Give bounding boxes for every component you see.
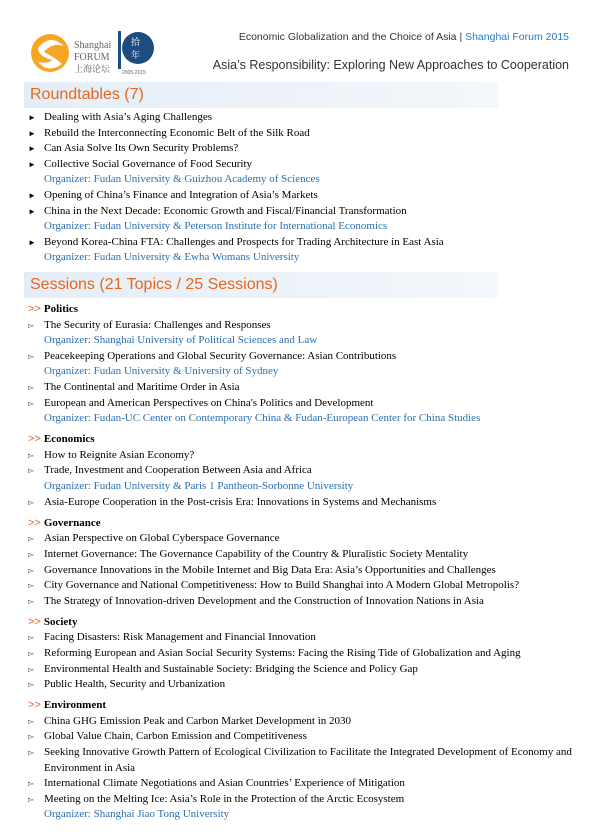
session-item[interactable]: ▻ European and American Perspectives on China's Politics and Development xyxy=(28,396,584,412)
roundtables-list xyxy=(28,110,444,266)
session-item[interactable]: ▻ Peacekeeping Operations and Global Security Governance: Asian Contributions xyxy=(28,349,584,365)
session-item[interactable]: ▻ Meeting on the Melting Ice: Asia’s Role in the Protection of the Arctic Ecosystem xyxy=(28,792,584,808)
session-item[interactable]: ▻ The Security of Eurasia: Challenges and Responses xyxy=(28,318,584,334)
session-category-governance xyxy=(28,516,584,532)
roundtable-item[interactable]: ► Beyond Korea-China FTA: Challenges and Prospects for Trading Architecture in East Asia xyxy=(28,235,444,251)
svg-text:Shanghai: Shanghai xyxy=(74,40,112,51)
session-item[interactable]: ▻ Environmental Health and Sustainable Society: Bridging the Science and Policy Gap xyxy=(28,662,584,678)
roundtable-item[interactable]: ► Can Asia Solve Its Own Security Problems? xyxy=(28,141,444,157)
session-item[interactable]: ▻ Global Value Chain, Carbon Emission and Competitiveness xyxy=(28,729,584,745)
category-label: Economics xyxy=(43,433,95,446)
session-category-economics xyxy=(28,432,584,448)
roundtable-item[interactable]: ► Dealing with Asia’s Aging Challenges xyxy=(28,110,444,126)
category-label: Environment xyxy=(43,699,106,712)
roundtable-item[interactable]: ► Rebuild the Interconnecting Economic Belt of the Silk Road xyxy=(28,126,444,142)
header-theme xyxy=(239,31,569,43)
category-label: Politics xyxy=(43,303,79,315)
roundtable-item[interactable]: ► Collective Social Governance of Food Security xyxy=(28,157,444,173)
session-category-society xyxy=(28,615,584,631)
session-item[interactable]: ▻ How to Reignite Asian Economy? xyxy=(28,448,584,464)
category-label: Society xyxy=(43,615,78,628)
roundtable-item[interactable]: ► Opening of China’s Finance and Integration of Asia’s Markets xyxy=(28,188,444,204)
session-category-environment xyxy=(28,698,584,714)
session-item[interactable]: ▻ International Climate Negotiations and Asian Countries’ Experience of Mitigation xyxy=(28,776,584,792)
forum-link[interactable]: Shanghai Forum 2015 xyxy=(465,31,569,43)
session-item[interactable]: ▻ Asian Perspective on Global Cyberspace Governance xyxy=(28,531,584,547)
session-item[interactable]: ▻ City Governance and National Competitiveness: How to Build Shanghai into A Modern Global Metropolis? xyxy=(28,578,584,594)
sessions-list xyxy=(28,302,584,823)
svg-text:拾: 拾 xyxy=(131,38,141,48)
session-item[interactable]: ▻ Governance Innovations in the Mobile Internet and Big Data Era: Asia’s Opportunities and Challenges xyxy=(28,563,584,579)
organizer-text: Organizer: Fudan University & Peterson Institute for International Economics xyxy=(44,220,388,233)
roundtables-heading: Roundtables (7) xyxy=(24,82,498,108)
svg-text:FORUM: FORUM xyxy=(74,52,110,63)
organizer-text: Organizer: Fudan University & University of Sydney xyxy=(44,365,279,378)
svg-text:上海论坛: 上海论坛 xyxy=(74,65,111,75)
session-item[interactable]: ▻ Public Health, Security and Urbanization xyxy=(28,677,584,693)
chevrons-icon: >> xyxy=(28,516,41,529)
session-item[interactable]: ▻ Seeking Innovative Growth Pattern of Ecological Civilization to Facilitate the Integrated Development of Economy and Environment in Asia xyxy=(28,745,584,776)
category-label: Governance xyxy=(43,516,101,529)
theme-text: Economic Globalization and the Choice of Asia xyxy=(238,31,457,43)
roundtable-item[interactable]: ► China in the Next Decade: Economic Growth and Fiscal/Financial Transformation xyxy=(28,204,444,220)
svg-text:年: 年 xyxy=(131,51,141,61)
header-subtitle: Asia’s Responsibility: Exploring New Approaches to Cooperation xyxy=(212,58,569,72)
session-item[interactable]: ▻ The Strategy of Innovation-driven Development and the Construction of Innovation Nations in Asia xyxy=(28,594,584,610)
session-item[interactable]: ▻ Internet Governance: The Governance Capability of the Country & Pluralistic Society Mentality xyxy=(28,547,584,563)
chevrons-icon: >> xyxy=(28,433,41,446)
svg-text:2005-2015: 2005-2015 xyxy=(122,70,146,76)
session-category-politics xyxy=(28,302,584,318)
organizer-text: Organizer: Shanghai Jiao Tong University xyxy=(44,808,230,821)
organizer-text: Organizer: Fudan University & Paris 1 Pantheon-Sorbonne University xyxy=(44,480,354,493)
chevrons-icon: >> xyxy=(28,303,41,315)
sessions-heading: Sessions (21 Topics / 25 Sessions) xyxy=(24,272,498,298)
session-item[interactable]: ▻ Trade, Investment and Cooperation Between Asia and Africa xyxy=(28,463,584,479)
session-item[interactable]: ▻ Facing Disasters: Risk Management and Financial Innovation xyxy=(28,630,584,646)
session-item[interactable]: ▻ Reforming European and Asian Social Security Systems: Facing the Rising Tide of Globalization and Aging xyxy=(28,646,584,662)
shanghai-forum-logo xyxy=(30,28,160,78)
session-item[interactable]: ▻ China GHG Emission Peak and Carbon Market Development in 2030 xyxy=(28,714,584,730)
chevrons-icon: >> xyxy=(28,615,41,628)
chevrons-icon: >> xyxy=(28,699,41,712)
organizer-text: Organizer: Fudan University & Ewha Womans University xyxy=(44,251,300,264)
organizer-text: Organizer: Shanghai University of Political Sciences and Law xyxy=(44,334,318,347)
organizer-text: Organizer: Fudan University & Guizhou Academy of Sciences xyxy=(44,173,320,186)
separator: | xyxy=(456,31,466,43)
session-item[interactable]: ▻ Asia-Europe Cooperation in the Post-crisis Era: Innovations in Systems and Mechanisms xyxy=(28,495,584,511)
organizer-text: Organizer: Fudan-UC Center on Contemporary China & Fudan-European Center for China Studies xyxy=(44,412,481,425)
session-item[interactable]: ▻ The Continental and Maritime Order in Asia xyxy=(28,380,584,396)
